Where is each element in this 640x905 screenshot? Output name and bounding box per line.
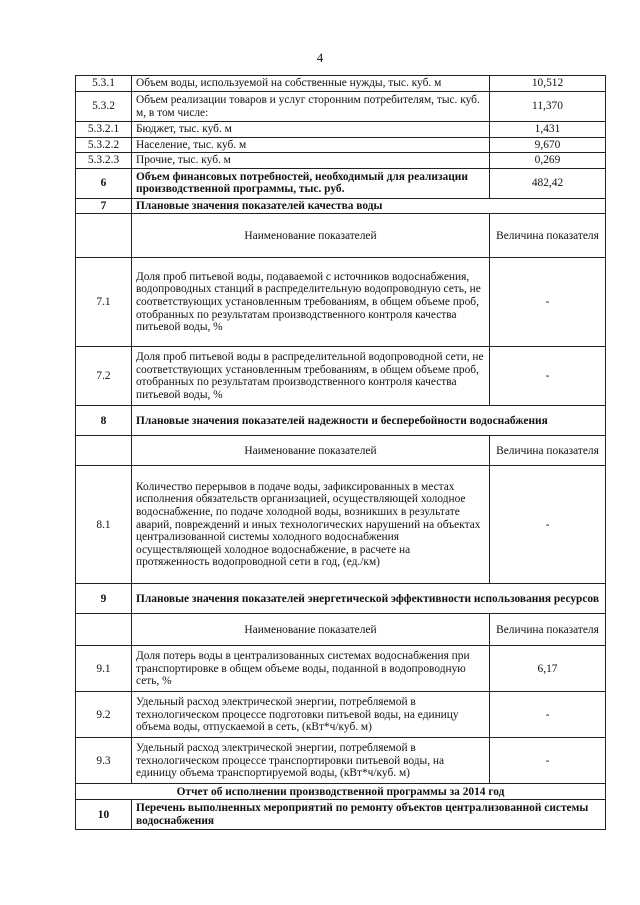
table-row (76, 738, 606, 784)
row-text: Удельный расход электрической энергии, потребляемой в технологическом процессе транспортировки питьевой воды, на единицу объема транспортируемой воды, (кВт*ч/куб. м) (132, 738, 490, 784)
section-title: Перечень выполненных мероприятий по ремонту объектов централизованной системы водоснабжения (132, 800, 606, 830)
row-value: 11,370 (490, 92, 606, 122)
report-title: Отчет об исполнении производственной программы за 2014 год (76, 784, 606, 800)
row-number: 5.3.2 (76, 92, 132, 122)
row-value: - (490, 738, 606, 784)
row-number: 9.1 (76, 646, 132, 692)
row-value: - (490, 692, 606, 738)
report-title-row (76, 784, 606, 800)
row-value: - (490, 347, 606, 406)
row-text: Удельный расход электрической энергии, потребляемой в технологическом процессе подготовки питьевой воды, на единицу объема воды, отпускаемой в сеть, (кВт*ч/куб. м) (132, 692, 490, 738)
empty-cell (76, 436, 132, 466)
column-header-name: Наименование показателей (132, 436, 490, 466)
table-row (76, 76, 606, 92)
table-row (76, 466, 606, 584)
table-row (76, 646, 606, 692)
section-number: 8 (76, 406, 132, 436)
column-header-name: Наименование показателей (132, 614, 490, 646)
row-text: Доля проб питьевой воды в распределительной водопроводной сети, не соответствующих установленным требованиям, в общем объеме проб, отобранных по результатам производственного контроля качества питьевой воды, % (132, 347, 490, 406)
column-header-name: Наименование показателей (132, 214, 490, 258)
header-row (76, 436, 606, 466)
row-number: 9.2 (76, 692, 132, 738)
row-number: 5.3.2.1 (76, 122, 132, 138)
row-number: 9.3 (76, 738, 132, 784)
row-value: 1,431 (490, 122, 606, 138)
section-row (76, 800, 606, 830)
row-value: 482,42 (490, 168, 606, 198)
row-text: Население, тыс. куб. м (132, 137, 490, 153)
section-number: 9 (76, 584, 132, 614)
row-number: 7.1 (76, 258, 132, 347)
section-row (76, 584, 606, 614)
table-row (76, 692, 606, 738)
row-number: 7.2 (76, 347, 132, 406)
column-header-value: Величина показателя (490, 614, 606, 646)
empty-cell (76, 214, 132, 258)
table-row (76, 168, 606, 198)
section-title: Плановые значения показателей энергетической эффективности использования ресурсов (132, 584, 606, 614)
column-header-value: Величина показателя (490, 214, 606, 258)
section-row (76, 406, 606, 436)
row-number: 5.3.2.3 (76, 153, 132, 169)
section-title: Плановые значения показателей надежности и бесперебойности водоснабжения (132, 406, 606, 436)
row-number: 5.3.1 (76, 76, 132, 92)
row-text: Объем воды, используемой на собственные нужды, тыс. куб. м (132, 76, 490, 92)
row-text: Объем реализации товаров и услуг сторонним потребителям, тыс. куб. м, в том числе: (132, 92, 490, 122)
page-number: 4 (316, 50, 324, 65)
row-number: 6 (76, 168, 132, 198)
row-value: 6,17 (490, 646, 606, 692)
table-row (76, 347, 606, 406)
header-row (76, 214, 606, 258)
row-text: Бюджет, тыс. куб. м (132, 122, 490, 138)
section-number: 10 (76, 800, 132, 830)
row-value: - (490, 258, 606, 347)
row-text: Доля потерь воды в централизованных системах водоснабжения при транспортировке в общем объеме воды, поданной в водопроводную сеть, % (132, 646, 490, 692)
table-row (76, 258, 606, 347)
section-row (76, 198, 606, 214)
row-value: - (490, 466, 606, 584)
row-value: 9,670 (490, 137, 606, 153)
empty-cell (76, 614, 132, 646)
row-number: 8.1 (76, 466, 132, 584)
row-value: 10,512 (490, 76, 606, 92)
table-row (76, 92, 606, 122)
section-number: 7 (76, 198, 132, 214)
row-number: 5.3.2.2 (76, 137, 132, 153)
row-text: Прочие, тыс. куб. м (132, 153, 490, 169)
row-text: Объем финансовых потребностей, необходимый для реализации производственной программы, тыс. руб. (132, 168, 490, 198)
program-table (75, 75, 606, 830)
table-row (76, 122, 606, 138)
row-value: 0,269 (490, 153, 606, 169)
section-title: Плановые значения показателей качества воды (132, 198, 606, 214)
table-row (76, 137, 606, 153)
header-row (76, 614, 606, 646)
row-text: Доля проб питьевой воды, подаваемой с источников водоснабжения, водопроводных станций в распределительную водопроводную сеть, не соответствующих установленным требованиям, в общем объеме проб, отобранных по результатам производственного контроля качества питьевой воды, % (132, 258, 490, 347)
row-text: Количество перерывов в подаче воды, зафиксированных в местах исполнения обязательств организацией, осуществляющей холодное водоснабжение, по подаче холодной воды, возникших в результате аварий, повреждений и иных технологических нарушений на объектах централизованной системы холодного водоснабжения осуществляющей холодное водоснабжение, в расчете на протяженность водопроводной сети в год, (ед./км) (132, 466, 490, 584)
table-row (76, 153, 606, 169)
column-header-value: Величина показателя (490, 436, 606, 466)
